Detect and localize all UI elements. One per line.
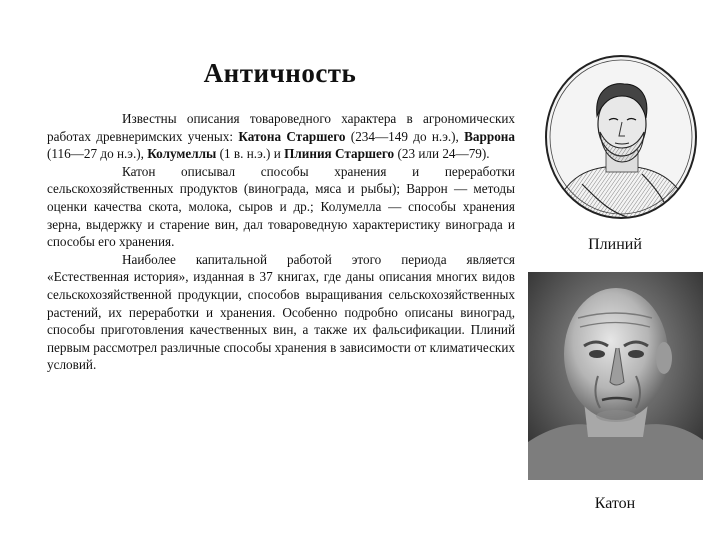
cato-bust-photo bbox=[528, 272, 703, 480]
pliny-portrait-image bbox=[542, 54, 700, 220]
cato-portrait-image bbox=[528, 272, 703, 480]
cato-caption: Катон bbox=[594, 495, 636, 512]
name-cato-elder: Катона Старшего bbox=[238, 128, 346, 144]
slide-body-text bbox=[47, 110, 515, 374]
slide-title: Античность bbox=[203, 58, 357, 88]
text-segment: (116—27 до н.э.), bbox=[47, 146, 148, 162]
paragraph-3 bbox=[47, 251, 515, 374]
name-varro: Варрона bbox=[464, 128, 515, 144]
pliny-caption: Плиний bbox=[588, 236, 642, 253]
pliny-engraving bbox=[542, 54, 700, 220]
text-segment: (23 или 24—79). bbox=[394, 146, 490, 162]
text-segment: (234—149 до н.э.), bbox=[345, 128, 465, 144]
text-segment: Наиболее капитальной работой этого периода является «Естественная история», изданная в 37 книгах, где даны описания многих видов сельскохозяйственной продукции, способов выращивания сельскохозяйственных растений, их переработки и хранения. Особенно подробно описаны виноград, способы приготовления качественных вин, а также их фальсификации. Плиний первым рассмотрел различные способы хранения в зависимости от климатических условий. bbox=[47, 251, 515, 373]
paragraph-1 bbox=[47, 110, 515, 163]
name-pliny-elder: Плиния Старшего bbox=[284, 146, 395, 162]
text-segment: Катон описывал способы хранения и переработки сельскохозяйственных продуктов (винограда, мяса и рыбы); Варрон — методы оценки качества скота, молока, сыров и др.; Колумелла — способы хранения зерна, выдержку и старение вин, дал товароведную характеристику винограда и способы его хранения. bbox=[47, 163, 515, 250]
paragraph-2 bbox=[47, 163, 515, 251]
name-columella: Колумеллы bbox=[147, 146, 217, 162]
text-segment: (1 в. н.э.) и bbox=[216, 146, 285, 162]
text-segment: Известны описания товароведного характера в агрономических работах древнеримских ученых: bbox=[47, 111, 515, 144]
